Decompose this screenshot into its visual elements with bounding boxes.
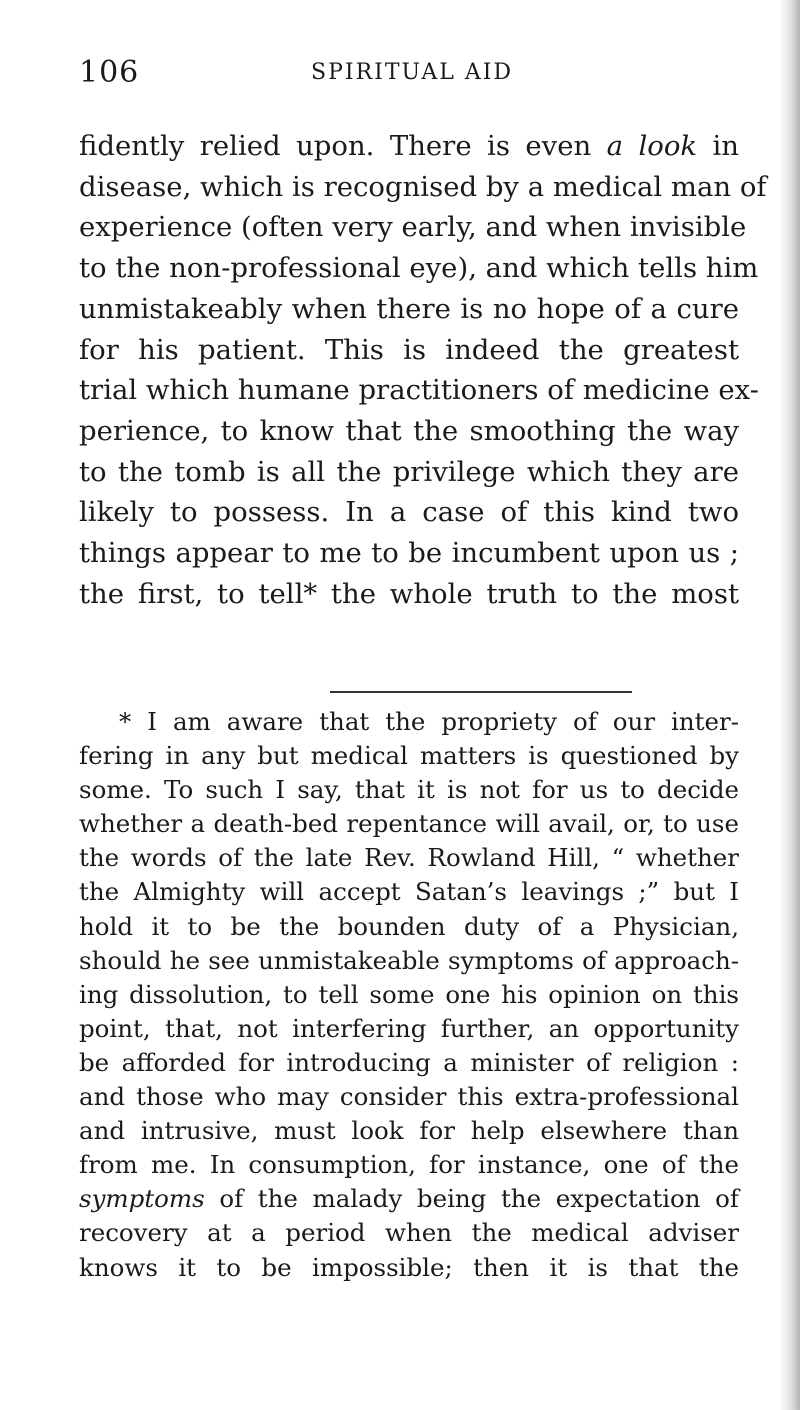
body-line bbox=[79, 126, 739, 167]
text-run: to the tomb is all the privilege which they are bbox=[79, 455, 739, 488]
text-run: from me. In consumption, for instance, one of the bbox=[79, 1150, 739, 1180]
footnote-line bbox=[79, 1251, 739, 1285]
body-line bbox=[79, 452, 739, 493]
footnote-line bbox=[79, 739, 739, 773]
footnote-line bbox=[79, 807, 739, 841]
text-run: the first, to tell* the whole truth to the most bbox=[79, 577, 739, 610]
text-run: for his patient. This is indeed the greatest bbox=[79, 333, 739, 366]
body-line bbox=[79, 248, 759, 289]
text-run: the Almighty will accept Satan’s leavings ;” but I bbox=[79, 877, 739, 907]
page-number: 106 bbox=[79, 55, 140, 90]
body-line bbox=[79, 574, 739, 615]
text-run: fidently relied upon. There is even bbox=[79, 130, 607, 162]
text-run: of the malady being the expectation of bbox=[204, 1184, 739, 1214]
running-head bbox=[79, 55, 719, 95]
body-line bbox=[79, 411, 739, 452]
text-run: likely to possess. In a case of this kind two bbox=[79, 496, 739, 529]
text-run: ing dissolution, to tell some one his opinion on this bbox=[79, 979, 739, 1009]
body-line bbox=[79, 289, 739, 330]
footnote bbox=[79, 705, 739, 1285]
body-text bbox=[79, 126, 767, 614]
footnote-line bbox=[79, 1216, 739, 1250]
body-line bbox=[79, 492, 739, 533]
footnote-line bbox=[79, 1182, 739, 1216]
footnote-line bbox=[79, 841, 739, 875]
text-run: and intrusive, must look for help elsewhere than bbox=[79, 1116, 739, 1146]
running-title: SPIRITUAL AID bbox=[311, 60, 514, 85]
text-run: things appear to me to be incumbent upon us ; bbox=[79, 537, 739, 570]
text-run: unmistakeably when there is no hope of a cure bbox=[79, 292, 739, 325]
body-line bbox=[79, 207, 747, 248]
body-line bbox=[79, 330, 739, 371]
text-run: experience (often very early, and when invisible bbox=[79, 211, 747, 244]
body-line bbox=[79, 370, 759, 411]
footnote-line bbox=[79, 1046, 739, 1080]
text-run: perience, to know that the smoothing the way bbox=[79, 414, 739, 447]
footnote-rule bbox=[330, 691, 632, 693]
footnote-line bbox=[79, 875, 739, 909]
text-run: fering in any but medical matters is questioned by bbox=[79, 741, 739, 771]
text-run: recovery at a period when the medical adviser bbox=[79, 1218, 739, 1248]
text-run: * I am aware that the propriety of our inter- bbox=[119, 707, 739, 736]
text-run: in bbox=[697, 130, 739, 162]
text-run: trial which humane practitioners of medicine ex- bbox=[79, 374, 759, 407]
footnote-line bbox=[79, 1114, 739, 1148]
footnote-line bbox=[79, 978, 739, 1012]
text-run: be afforded for introducing a minister of religion : bbox=[79, 1047, 739, 1077]
footnote-line bbox=[79, 705, 739, 739]
text-run: knows it to be impossible; then it is that the bbox=[79, 1252, 739, 1282]
body-line bbox=[79, 533, 739, 574]
text-run: whether a death-bed repentance will avail, or, to use bbox=[79, 809, 739, 839]
text-run: should he see unmistakeable symptoms of approach- bbox=[79, 945, 739, 975]
footnote-line bbox=[79, 910, 739, 944]
footnote-line bbox=[79, 1012, 739, 1046]
footnote-line bbox=[79, 1148, 739, 1182]
text-run: hold it to be the bounden duty of a Physician, bbox=[79, 911, 739, 941]
page-edge-shadow bbox=[778, 0, 800, 1410]
italic-run: symptoms bbox=[79, 1184, 205, 1214]
text-run: disease, which is recognised by a medical man of bbox=[79, 170, 767, 203]
italic-run: a look bbox=[606, 130, 698, 162]
body-line bbox=[79, 167, 767, 208]
text-run: the words of the late Rev. Rowland Hill, “ whether bbox=[79, 843, 739, 873]
text-run: and those who may consider this extra-professional bbox=[79, 1082, 739, 1112]
footnote-line bbox=[79, 1080, 739, 1114]
footnote-line bbox=[79, 773, 739, 807]
text-run: some. To such I say, that it is not for us to decide bbox=[79, 775, 739, 805]
footnote-line bbox=[79, 944, 739, 978]
text-run: to the non-professional eye), and which tells him bbox=[79, 252, 759, 285]
text-run: point, that, not interfering further, an opportunity bbox=[79, 1013, 739, 1043]
